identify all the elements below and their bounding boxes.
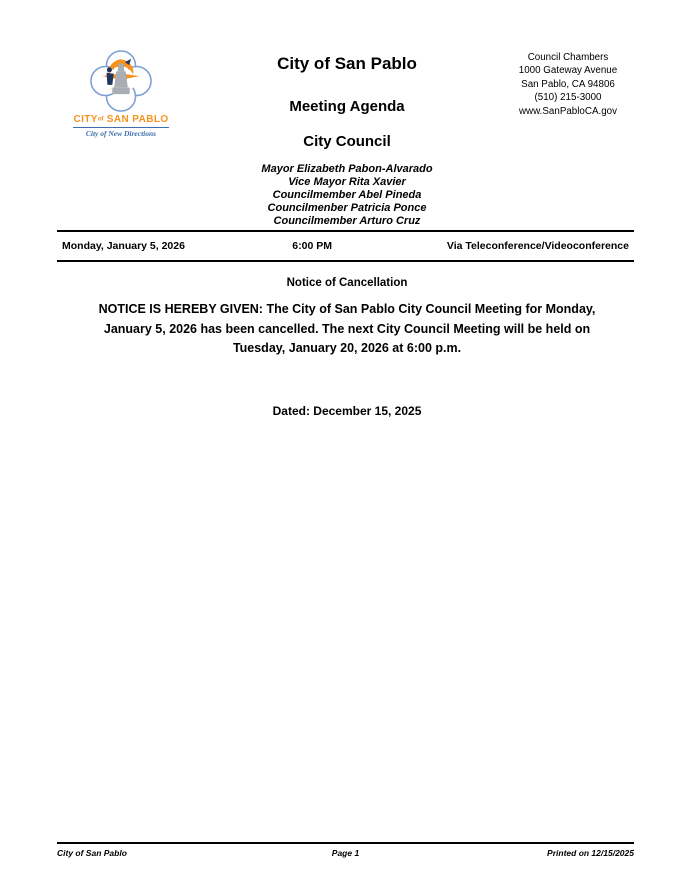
notice-body	[0, 300, 694, 359]
notice-line-1: NOTICE IS HEREBY GIVEN: The City of San Pablo City Council Meeting for Monday,	[98, 302, 596, 316]
logo-wordmark-rest: SAN PABLO	[106, 114, 169, 125]
meeting-body-title: City Council	[303, 133, 391, 150]
council-member-mayor: Mayor Elizabeth Pabon-Alvarado	[261, 163, 433, 175]
venue-address-block	[495, 51, 641, 118]
logo-wordmark	[68, 114, 174, 125]
venue-line-street: 1000 Gateway Avenue	[518, 65, 618, 77]
council-member-2: Councilmenber Patricia Ponce	[267, 202, 427, 215]
dated-line: Dated: December 15, 2025	[272, 404, 422, 418]
logo-wordmark-of: of	[97, 116, 104, 123]
council-roster	[0, 163, 694, 228]
venue-website-url: www.SanPabloCA.gov	[518, 105, 618, 117]
venue-line-city: San Pablo, CA 94806	[521, 78, 615, 90]
logo-wordmark-city: CITY	[73, 114, 98, 125]
notice-heading: Notice of Cancellation	[286, 277, 408, 289]
footer-organization: City of San Pablo	[57, 848, 127, 858]
meeting-location: Via Teleconference/Videoconference	[446, 240, 629, 252]
notice-line-2: January 5, 2026 has been cancelled. The next City Council Meeting will be held on	[103, 321, 591, 336]
logo-divider	[73, 127, 169, 128]
document-type-title: Meeting Agenda	[289, 98, 405, 115]
council-member-vice-mayor: Vice Mayor Rita Xavier	[288, 176, 406, 189]
venue-line-chambers: Council Chambers	[527, 52, 609, 63]
meeting-info-bar	[57, 230, 634, 262]
council-member-1: Councilmember Abel Pineda	[272, 189, 422, 202]
meeting-date: Monday, January 5, 2026	[62, 240, 185, 252]
notice-line-3: Tuesday, January 20, 2026 at 6:00 p.m.	[232, 341, 462, 355]
logo-tagline: City of New Directions	[85, 129, 157, 138]
council-member-3: Councilmember Arturo Cruz	[273, 215, 421, 228]
footer-page-number: Page 1	[331, 848, 360, 858]
page-title: City of San Pablo	[277, 54, 417, 73]
meeting-time: 6:00 PM	[292, 240, 332, 252]
footer-printed-date: Printed on 12/15/2025	[547, 848, 634, 858]
venue-line-phone: (510) 215-3000	[534, 92, 602, 104]
page-footer	[57, 842, 634, 858]
